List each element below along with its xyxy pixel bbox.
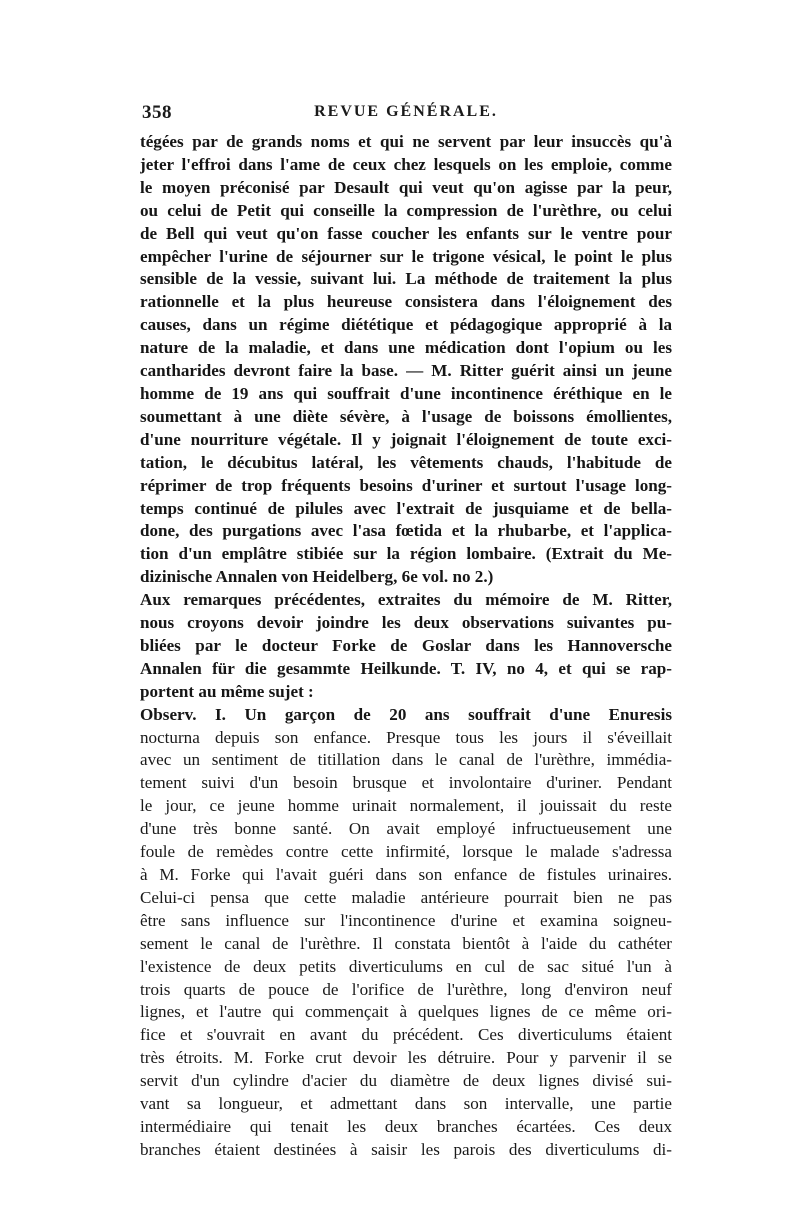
text-line: temps continué de pilules avec l'extrait de jusquiame et de bella- [140,498,672,518]
text-line: le moyen préconisé par Desault qui veut qu'on agisse par la peur, [140,177,672,197]
text-line: tégées par de grands noms et qui ne servent par leur insuccès qu'à [140,132,672,151]
text-line: nocturna depuis son enfance. Presque tous les jours il s'éveillait [140,727,672,747]
text-line: d'une nourriture végétale. Il y joignait l'éloignement de toute exci- [140,429,672,449]
text-line: portent au même sujet : [140,681,314,701]
text-line: done, des purgations avec l'asa fœtida et la rhubarbe, et l'applica- [140,521,672,541]
text-line: sensible de la vessie, suivant lui. La méthode de traitement la plus [140,269,672,289]
running-head: REVUE GÉNÉRALE. [314,103,498,120]
text-line: sement le canal de l'urèthre. Il constata bientôt à l'aide du cathéter [140,933,672,953]
text-line: homme de 19 ans qui souffrait d'une incontinence éréthique en le [140,383,672,403]
page-number: 358 [142,102,172,123]
text-line: nature de la maladie, et dans une médication dont l'opium ou les [140,338,672,358]
text-line: bliées par le docteur Forke de Goslar dans les Hannoversche [140,635,672,655]
text-line: servit d'un cylindre d'acier du diamètre de deux lignes divisé sui- [140,1071,672,1091]
text-line: réprimer de trop fréquents besoins d'uriner et surtout l'usage long- [140,475,672,495]
text-line: intermédiaire qui tenait les deux branches écartées. Ces deux [140,1116,672,1136]
text-line: causes, dans un régime diététique et pédagogique approprié à la [140,315,672,335]
text-line: à M. Forke qui l'avait guéri dans son enfance de fistules urinaires. [140,865,672,884]
text-line: nous croyons devoir joindre les deux observations suivantes pu- [140,613,672,633]
text-line: foule de remèdes contre cette infirmité, lorsque le malade s'adressa [140,842,672,862]
text-line: Observ. I. Un garçon de 20 ans souffrait d'une Enuresis [140,704,672,724]
text-line: rationnelle et la plus heureuse consistera dans l'éloignement des [140,292,672,312]
text-line: lignes, et l'autre qui commençait à quelques lignes de ce même ori- [140,1002,672,1022]
text-line: l'existence de deux petits diverticulums en cul de sac situé l'un à [140,956,672,976]
text-line: branches étaient destinées à saisir les parois des diverticulums di- [140,1139,672,1159]
text-line: jeter l'effroi dans l'ame de ceux chez lesquels on les emploie, comme [140,154,672,174]
page-header [142,102,670,126]
text-line: très étroits. M. Forke crut devoir les détruire. Pour y parvenir il se [140,1048,672,1068]
text-line: fice et s'ouvrait en avant du précédent. Ces diverticulums étaient [140,1025,672,1045]
text-line: cantharides devront faire la base. — M. Ritter guérit ainsi un jeune [140,361,672,381]
text-line: le jour, ce jeune homme urinait normalement, il jouissait du reste [140,796,672,816]
text-line: de Bell qui veut qu'on fasse coucher les enfants sur le ventre pour [140,223,672,243]
text-line: dizinische Annalen von Heidelberg, 6e vol. no 2.) [140,567,494,587]
text-line: avec un sentiment de titillation dans le canal de l'urèthre, immédia- [140,750,672,770]
text-line: Annalen für die gesammte Heilkunde. T. IV, no 4, et qui se rap- [140,658,672,678]
text-line: Celui-ci pensa que cette maladie antérieure pourrait bien ne pas [140,887,672,907]
body-text [140,131,672,1162]
text-line: ou celui de Petit qui conseille la compression de l'urèthre, ou celui [140,200,672,220]
text-line: empêcher l'urine de séjourner sur le trigone vésical, le point le plus [140,246,672,266]
text-line: être sans influence sur l'incontinence d'urine et examina soigneu- [140,910,672,930]
text-line: tation, le décubitus latéral, les vêtements chauds, l'habitude de [140,452,672,472]
text-line: soumettant à une diète sévère, à l'usage de boissons émollientes, [140,406,672,426]
text-line: tion d'un emplâtre stibiée sur la région lombaire. (Extrait du Me- [140,544,672,564]
text-line: vant sa longueur, et admettant dans son intervalle, une partie [140,1094,672,1114]
text-line: Aux remarques précédentes, extraites du mémoire de M. Ritter, [140,590,672,610]
text-line: tement suivi d'un besoin brusque et involontaire d'uriner. Pendant [140,773,672,793]
text-line: trois quarts de pouce de l'orifice de l'urèthre, long d'environ neuf [140,979,672,999]
text-line: d'une très bonne santé. On avait employé infructueusement une [140,819,672,839]
